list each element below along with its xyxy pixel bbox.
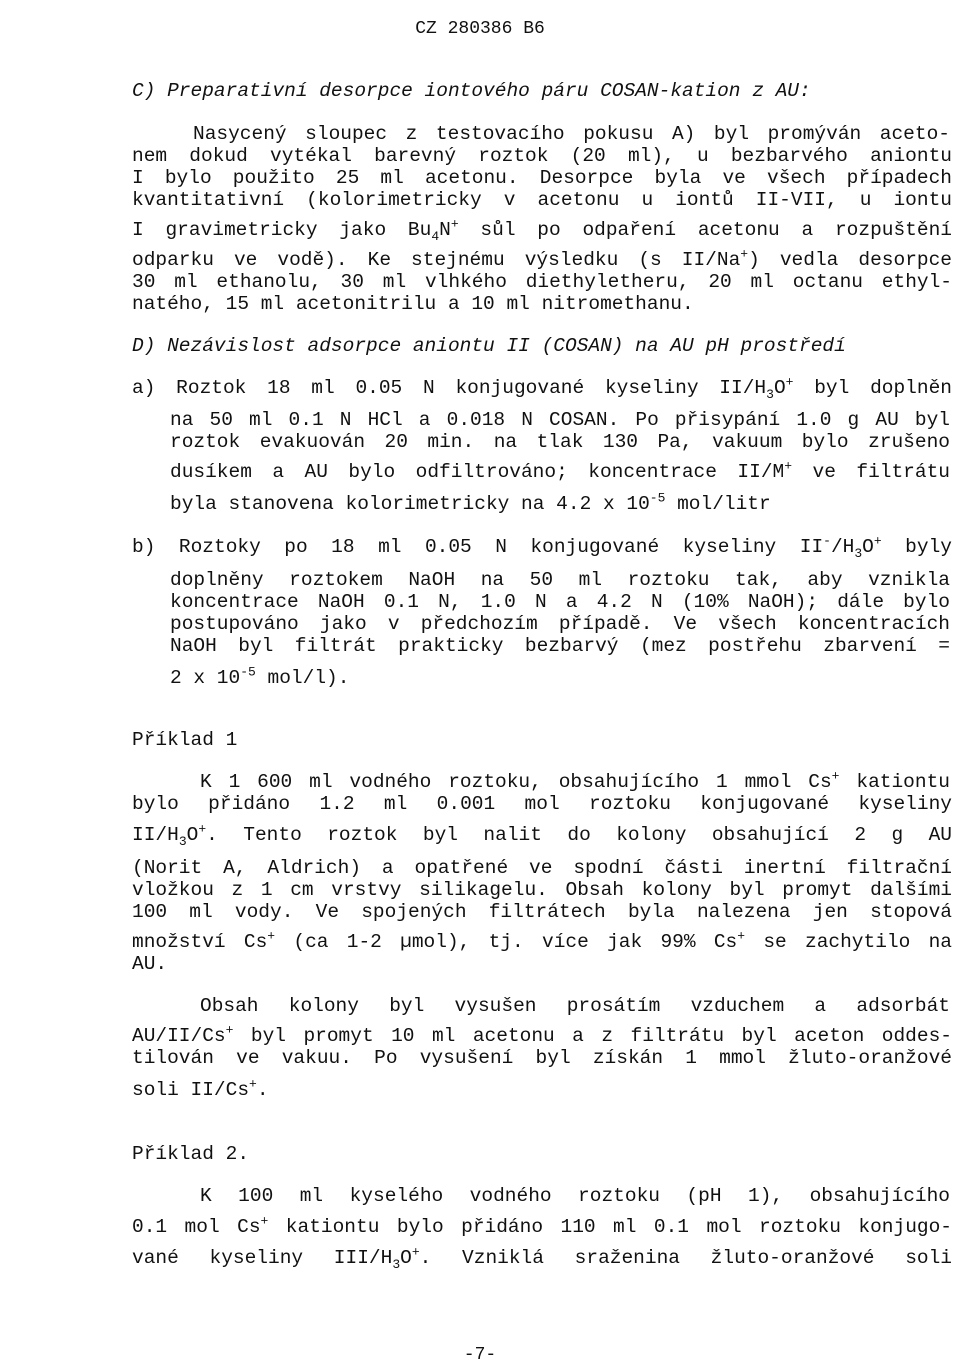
paragraph-line: Nasycený sloupec z testovacího pokusu A) byl promýván aceto-: [193, 123, 950, 145]
paragraph-line: 30 ml ethanolu, 30 ml vlhkého diethyletheru, 20 ml octanu ethyl-: [132, 271, 952, 293]
paragraph-line: kvantitativní (kolorimetricky v acetonu u iontů II-VII, u iontu: [132, 189, 952, 211]
paragraph-line: postupováno jako v předchozím případě. Ve všech koncentracích: [170, 613, 950, 635]
paragraph-line: nem dokud vytékal barevný roztok (20 ml), u bezbarvého aniontu: [132, 145, 952, 167]
paragraph-line: dusíkem a AU bylo odfiltrováno; koncentrace II/M+ ve filtrátu: [170, 458, 950, 483]
paragraph-line: vané kyseliny III/$H_3O^+$. Vzniklá sraženina žluto-oranžové soli: [132, 1244, 952, 1272]
section-d-title: D) Nezávislost adsorpce aniontu II (COSAN) na AU pH prostředí: [132, 335, 846, 357]
page-number: -7-: [463, 1345, 497, 1365]
paragraph-line: 0.1 mol Cs+ kationtu bylo přidáno 110 ml 0.1 mol roztoku konjugo-: [132, 1213, 952, 1238]
paragraph-line: I gravimetricky jako $Bu_4N^+$ sůl po odpaření acetonu a rozpuštění: [132, 216, 952, 244]
paragraph-line: byla stanovena kolorimetricky na 4.2 x $10^{-5}$ mol/litr: [170, 490, 771, 515]
paragraph-line: koncentrace NaOH 0.1 N, 1.0 N a 4.2 N (10% NaOH); dále bylo: [170, 591, 950, 613]
paragraph-line: 2 x $10^{-5}$ mol/l).: [170, 664, 350, 689]
paragraph-line: na 50 ml 0.1 N HCl a 0.018 N COSAN. Po přisypání 1.0 g AU byl: [170, 409, 950, 431]
paragraph-line: odparku ve vodě). Ke stejnému výsledku (s II/Na+) vedla desorpce: [132, 246, 952, 271]
paragraph-line: roztok evakuován 20 min. na tlak 130 Pa, vakuum bylo zrušeno: [170, 431, 950, 453]
example-1-heading: Příklad 1: [132, 729, 238, 751]
patent-number-header: CZ 280386 B6: [415, 19, 545, 39]
paragraph-line: soli II/Cs+.: [132, 1076, 269, 1101]
example-2-heading: Příklad 2.: [132, 1143, 250, 1165]
paragraph-line: Obsah kolony byl vysušen prosátím vzduchem a adsorbát: [200, 995, 950, 1017]
paragraph-line: I bylo použito 25 ml acetonu. Desorpce byla ve všech případech: [132, 167, 952, 189]
paragraph-line: AU.: [132, 953, 168, 975]
paragraph-line: b) Roztoky po 18 ml 0.05 N konjugované kyseliny $II^-/H_3O^+$ byly: [132, 533, 952, 561]
paragraph-line: AU/II/Cs+ byl promyt 10 ml acetonu a z filtrátu byl aceton oddes-: [132, 1022, 952, 1047]
paragraph-line: vložkou z 1 cm vrstvy silikagelu. Obsah kolony byl promyt dalšími: [132, 879, 952, 901]
paragraph-line: a) Roztok 18 ml 0.05 N konjugované kyseliny $II/H_3O^+$ byl doplněn: [132, 374, 952, 402]
paragraph-line: K 1 600 ml vodného roztoku, obsahujícího 1 mmol Cs+ kationtu: [200, 768, 950, 793]
paragraph-line: K 100 ml kyselého vodného roztoku (pH 1), obsahujícího: [200, 1185, 950, 1207]
paragraph-line: (Norit A, Aldrich) a opatřené ve spodní části inertní filtrační: [132, 857, 952, 879]
paragraph-line: bylo přidáno 1.2 ml 0.001 mol roztoku konjugované kyseliny: [132, 793, 952, 815]
paragraph-line: doplněny roztokem NaOH na 50 ml roztoku tak, aby vznikla: [170, 569, 950, 591]
paragraph-line: natého, 15 ml acetonitrilu a 10 ml nitromethanu.: [132, 293, 694, 315]
paragraph-line: tilován ve vakuu. Po vysušení byl získán 1 mmol žluto-oranžové: [132, 1047, 952, 1069]
section-c-title: C) Preparativní desorpce iontového páru COSAN-kation z AU:: [132, 80, 811, 102]
paragraph-line: 100 ml vody. Ve spojených filtrátech byla nalezena jen stopová: [132, 901, 952, 923]
paragraph-line: množství Cs+ (ca 1-2 µmol), tj. více jak 99% Cs+ se zachytilo na: [132, 928, 952, 953]
paragraph-line: NaOH byl filtrát prakticky bezbarvý (mez postřehu zbarvení =: [170, 635, 950, 657]
paragraph-line: $II/H_3O^+$. Tento roztok byl nalit do kolony obsahující 2 g AU: [132, 821, 952, 849]
